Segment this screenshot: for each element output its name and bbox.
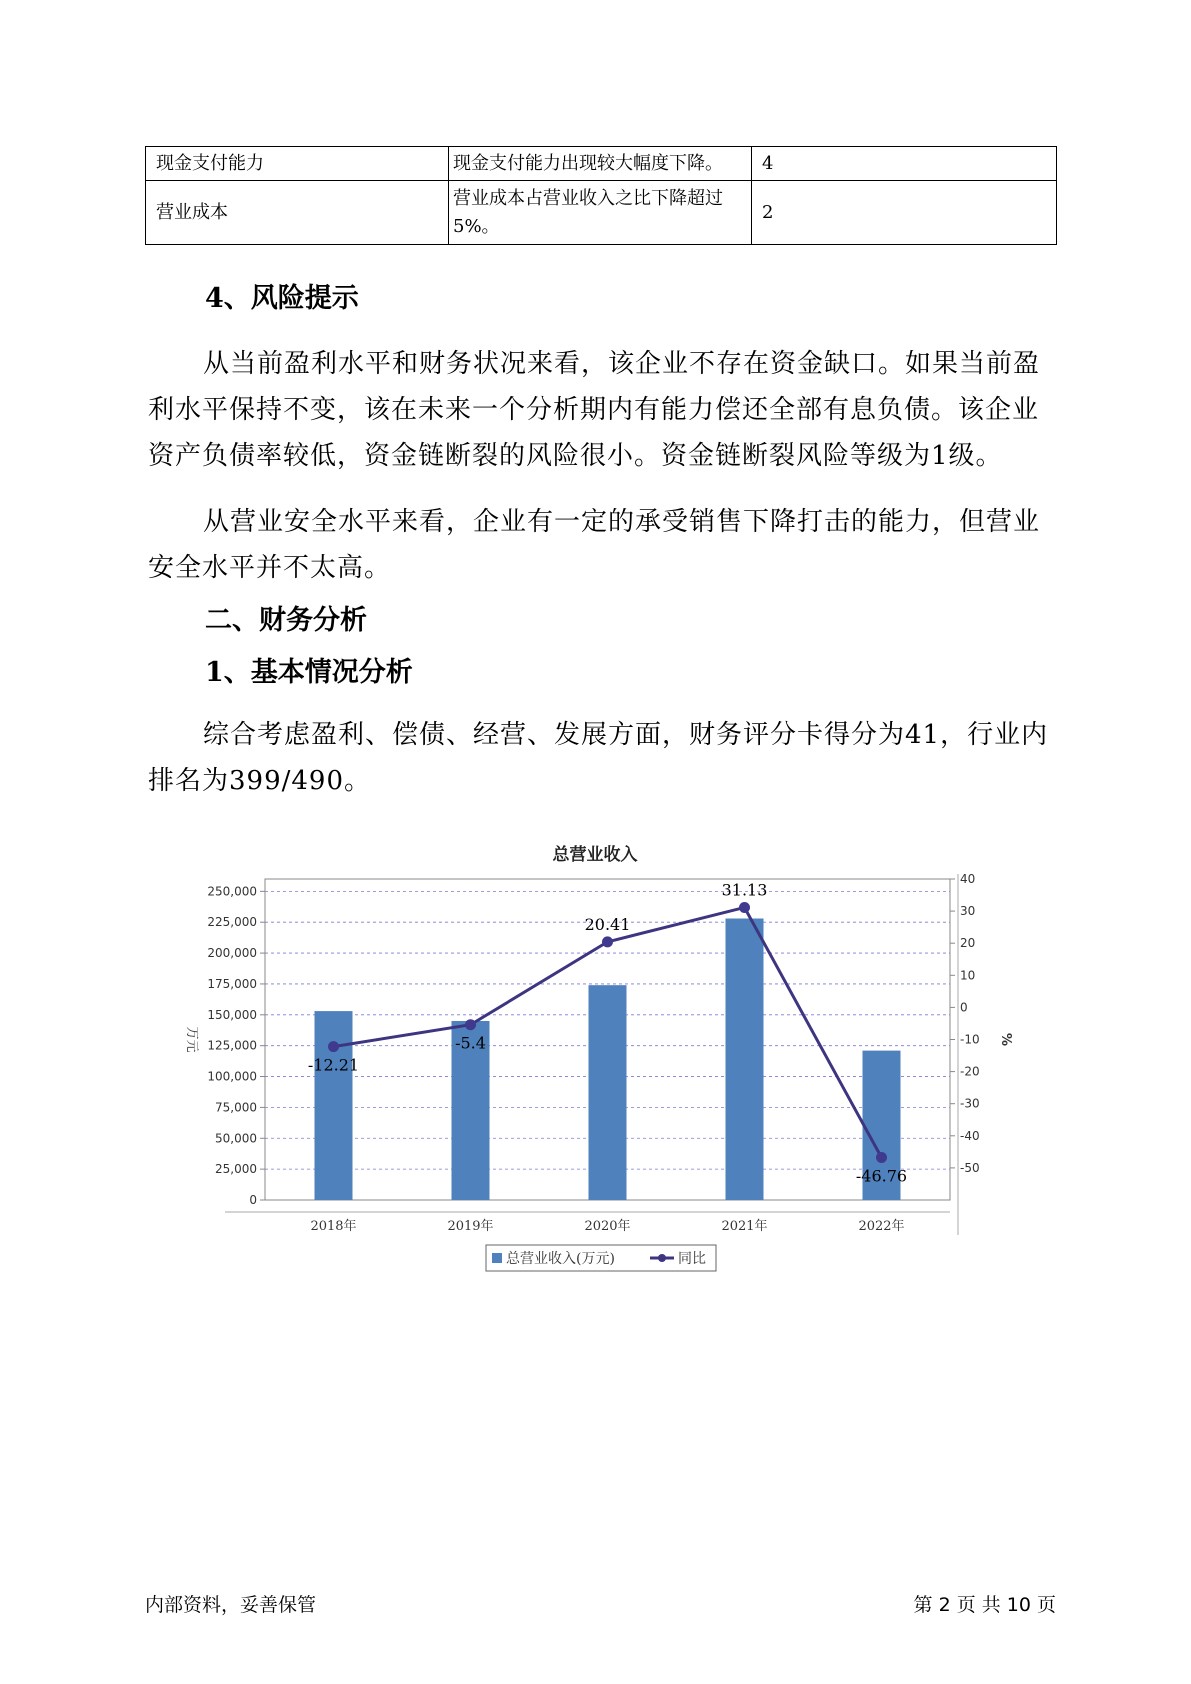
y-tick-label: 125,000	[207, 1038, 257, 1053]
y-tick-label: 250,000	[207, 884, 257, 899]
line-point	[602, 936, 613, 947]
paragraph	[148, 341, 1053, 479]
y-axis-label: 万元	[184, 1026, 199, 1053]
line-point	[328, 1041, 339, 1052]
x-tick-label: 2019年	[447, 1219, 494, 1234]
y2-tick-label: 0	[960, 1000, 968, 1015]
section-heading-finance: 二、财务分析	[205, 605, 367, 636]
y-tick-label: 50,000	[215, 1131, 257, 1146]
y-tick-label: 200,000	[207, 946, 257, 961]
footer-left: 内部资料，妥善保管	[145, 1594, 317, 1616]
y2-tick-label: -20	[960, 1064, 980, 1079]
data-label: -12.21	[307, 1055, 360, 1075]
legend-line-marker	[658, 1254, 666, 1262]
legend-bar-swatch	[492, 1253, 502, 1263]
footer-page-number: 第 2 页 共 10 页	[913, 1594, 1056, 1616]
x-tick-label: 2018年	[310, 1219, 357, 1234]
line-point	[876, 1152, 887, 1163]
y-tick-label: 25,000	[215, 1162, 257, 1177]
table-cell: 4	[752, 147, 1057, 181]
subsection-heading-basic: 1、基本情况分析	[205, 657, 413, 688]
paragraph-text: 综合考虑盈利、偿债、经营、发展方面，财务评分卡得分为41，行业内排名为399/490。	[148, 720, 1049, 796]
assessment-table	[145, 146, 1057, 245]
y2-tick-label: 10	[960, 968, 976, 983]
line-point	[465, 1019, 476, 1030]
section-heading-risk: 4、风险提示	[205, 283, 359, 314]
paragraph-text: 从当前盈利水平和财务状况来看，该企业不存在资金缺口。如果当前盈利水平保持不变，该在未来一个分析期内有能力偿还全部有息负债。该企业资产负债率较低，资金链断裂的风险很小。资金链断裂风险等级为1级。	[148, 349, 1041, 471]
table-row	[146, 147, 1057, 181]
y2-tick-label: 40	[960, 872, 976, 886]
bar	[315, 1011, 353, 1200]
chart-title: 总营业收入	[552, 845, 638, 865]
paragraph-text: 从营业安全水平来看，企业有一定的承受销售下降打击的能力，但营业安全水平并不太高。	[148, 507, 1041, 583]
y2-tick-label: 20	[960, 936, 976, 951]
legend-bar-label: 总营业收入(万元)	[506, 1251, 615, 1267]
data-label: 20.41	[584, 914, 631, 934]
y-tick-label: 75,000	[215, 1100, 257, 1115]
bar	[589, 985, 627, 1200]
y2-tick-label: -40	[960, 1128, 980, 1143]
y2-tick-label: -10	[960, 1032, 980, 1047]
y2-tick-label: 30	[960, 904, 976, 919]
paragraph	[148, 499, 1053, 591]
y-tick-label: 150,000	[207, 1007, 257, 1022]
y-tick-label: 175,000	[207, 976, 257, 991]
y2-tick-label: -30	[960, 1096, 980, 1111]
table-cell: 现金支付能力出现较大幅度下降。	[449, 147, 752, 181]
bar	[726, 919, 764, 1200]
legend-line-label: 同比	[678, 1251, 706, 1267]
y-tick-label: 100,000	[207, 1069, 257, 1084]
table-cell: 2	[752, 181, 1057, 245]
y2-tick-label: -50	[960, 1160, 980, 1175]
paragraph	[148, 712, 1053, 804]
y-tick-label: 0	[249, 1193, 257, 1207]
y2-axis-label: %	[998, 1032, 1013, 1047]
line-point	[739, 902, 750, 913]
x-tick-label: 2021年	[721, 1219, 768, 1234]
x-tick-label: 2022年	[858, 1219, 905, 1234]
data-label: -5.4	[455, 1033, 486, 1053]
table-cell: 营业成本	[146, 181, 449, 245]
data-label: -46.76	[855, 1166, 908, 1186]
table-cell: 营业成本占营业收入之比下降超过5%。	[449, 181, 752, 245]
table-cell: 现金支付能力	[146, 147, 449, 181]
table-row	[146, 181, 1057, 245]
revenue-chart	[150, 830, 1020, 1300]
y-tick-label: 225,000	[207, 915, 257, 930]
data-label: 31.13	[721, 880, 768, 900]
x-tick-label: 2020年	[584, 1219, 631, 1234]
